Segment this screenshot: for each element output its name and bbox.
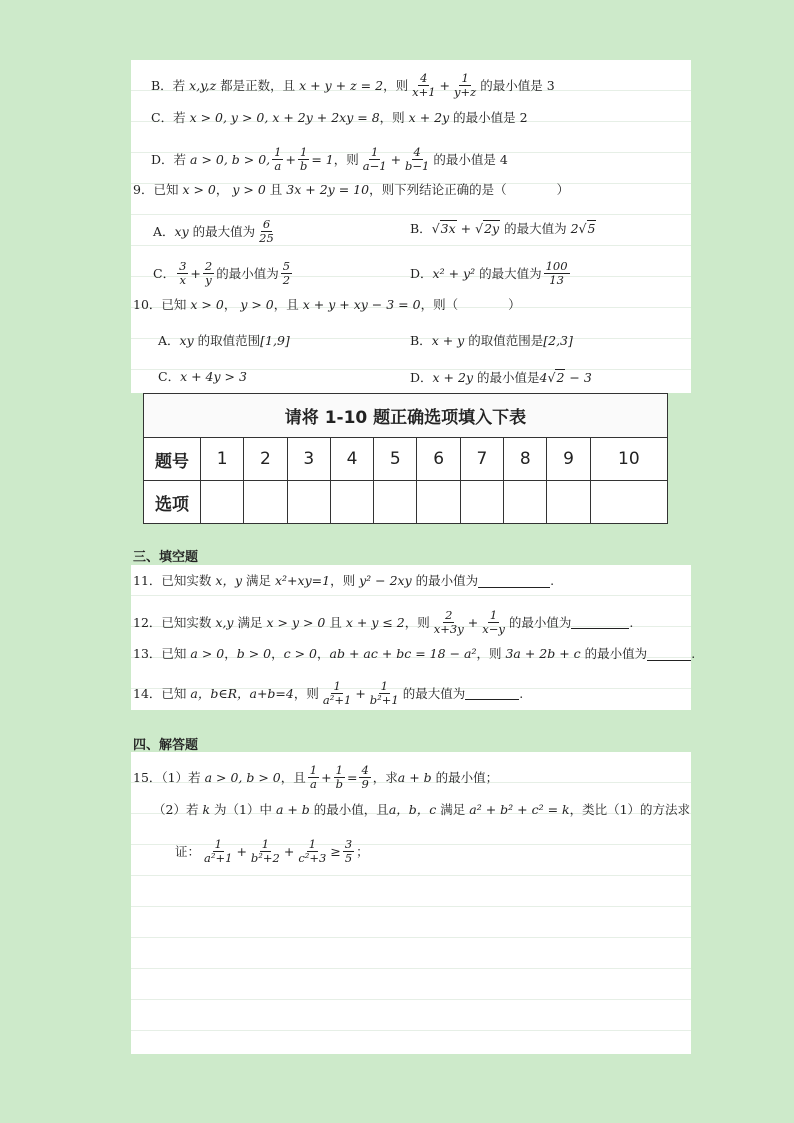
question-number: 3: [287, 438, 330, 481]
question-number: 10: [590, 438, 667, 481]
section-3-title: 三、填空题: [133, 550, 199, 565]
q15-part3: 证： $\frac{1}{\text{a²+1}}$ + $\frac{1}{\text{b²+2}}$ + $\frac{1}{\text{c²+3}}$ ≥ $\frac{3}{5}$ ；: [175, 837, 369, 865]
answer-table-title: 请将 1-10 题正确选项填入下表: [144, 394, 668, 438]
q8-option-b: B．若 x,y,z 都是正数，且 x + y + z = 2 ，则 $\frac{4}{x+1}$ + $\frac{1}{y+z}$ 的最小值是 3: [151, 71, 555, 99]
answer-cell[interactable]: [330, 481, 373, 524]
question-number: 1: [201, 438, 244, 481]
answer-table: [143, 393, 668, 524]
answer-cell[interactable]: [504, 481, 547, 524]
q10-option-a: A． xy 的取值范围 [1,9]: [158, 333, 290, 348]
answer-cell[interactable]: [417, 481, 460, 524]
q9-option-d: D． x² + y² 的最大值为 $\frac{100}{13}$: [410, 259, 568, 287]
question-number: 2: [244, 438, 287, 481]
q12: 12．已知实数 x,y 满足 x > y > 0 且 x + y ≤ 2 ，则 $\frac{2}{x+3y}$ + $\frac{1}{x-y}$ 的最小值为 .: [133, 608, 634, 636]
answer-cell[interactable]: [374, 481, 417, 524]
answer-cell[interactable]: [287, 481, 330, 524]
q12-answer-blank[interactable]: [571, 616, 629, 629]
answer-cell[interactable]: [201, 481, 244, 524]
question-number: 5: [374, 438, 417, 481]
row-label-choice: 选项: [144, 481, 201, 524]
q14-answer-blank[interactable]: [465, 687, 519, 700]
question-number: 7: [460, 438, 503, 481]
q14: 14．已知 a，b∈R，a+b=4 ，则 $\frac{1}{\text{a²+1}}$ + $\frac{1}{\text{b²+1}}$ 的最大值为 .: [133, 679, 524, 707]
answer-writing-area[interactable]: [131, 870, 691, 1054]
q9-stem: 9．已知 x > 0 ， y > 0 且 3x + 2y = 10 ，则下列结论正确的是（ ）: [133, 182, 570, 197]
q9-option-a: A． xy 的最大值为 $\frac{6}{25}$: [153, 217, 274, 245]
q10-option-c: C． x + 4y > 3: [158, 369, 247, 384]
row-label-number: 题号: [144, 438, 201, 481]
q13: 13．已知 a > 0 ， b > 0 ， c > 0 ， ab + ac + bc = 18 − a² ，则 3a + 2b + c 的最小值为 .: [133, 646, 696, 661]
q11: 11．已知实数 x，y 满足 x²+xy=1 ，则 y² − 2xy 的最小值为 .: [133, 573, 555, 588]
question-number: 8: [504, 438, 547, 481]
q10-stem: 10．已知 x > 0 ， y > 0 ，且 x + y + xy − 3 = 0 ，则（ ）: [133, 297, 521, 312]
answer-cell[interactable]: [547, 481, 590, 524]
q13-answer-blank[interactable]: [647, 648, 691, 661]
q9-option-b: B． √ 3x + √ 2y 的最大值为 2 √ 5: [410, 220, 596, 236]
q9-option-c: C． $\frac{3}{x}$ + $\frac{2}{y}$ 的最小值为 $\frac{5}{2}$: [153, 259, 291, 287]
q10-option-b: B． x + y 的取值范围是 [2,3]: [410, 333, 573, 348]
question-number: 4: [330, 438, 373, 481]
q8-option-c: C．若 x > 0, y > 0, x + 2y + 2xy = 8 ，则 x + 2y 的最小值是 2: [151, 110, 528, 125]
section-4-title: 四、解答题: [133, 738, 199, 753]
q15-part2: （2）若 k 为（1）中 a + b 的最小值，且 a，b，c 满足 a² + b² + c² = k ，类比（1）的方法求: [153, 802, 691, 817]
q10-option-d: D． x + 2y 的最小值是 4 √ 2 − 3: [410, 369, 592, 385]
q11-answer-blank[interactable]: [478, 575, 550, 588]
question-number: 9: [547, 438, 590, 481]
answer-cell[interactable]: [590, 481, 667, 524]
q15-part1: 15．（1）若 a > 0, b > 0 ，且 $\frac{1}{a}$ + $\frac{1}{b}$ = $\frac{4}{9}$ ，求 a + b 的最小值；: [133, 763, 499, 791]
answer-cell[interactable]: [460, 481, 503, 524]
q8-option-d: D．若 a > 0, b > 0, $\frac{1}{a}$ + $\frac{1}{b}$ = 1 ，则 $\frac{1}{a-1}$ + $\frac{4}{b-1}$ 的最小值是 4: [151, 145, 508, 173]
answer-cell[interactable]: [244, 481, 287, 524]
question-number: 6: [417, 438, 460, 481]
